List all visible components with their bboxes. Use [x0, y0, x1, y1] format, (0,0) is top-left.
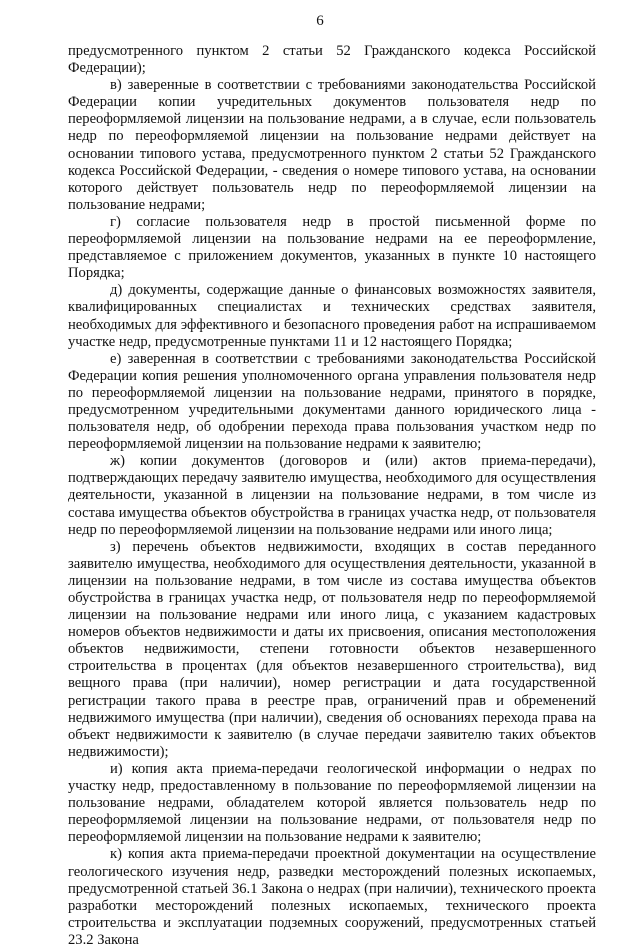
- page-number: 6: [316, 13, 324, 29]
- paragraph-k: к) копия акта приема-передачи проектной документации на осуществление геологического изучения недр, разведки месторождений полезных ископаемых, предусмотренной статьей 36.1 Закона о недрах (при наличии), технического проекта разработки месторождений полезных ископаемых, технического проекта строительства и эксплуатации подземных сооружений, предусмотренных статьей 23.2 Закона: [68, 846, 596, 948]
- paragraph-zh: ж) копии документов (договоров и (или) актов приема-передачи), подтверждающих передачу заявителю имущества, необходимого для осуществления деятельности, указанной в лицензии на пользование недрами, в том числе из состава имущества объектов обустройства в границах участка недр, от пользователя недр по переоформляемой лицензии на пользование недрами или иного лица;: [68, 453, 596, 538]
- paragraph-d: д) документы, содержащие данные о финансовых возможностях заявителя, квалифицированных специалистах и технических средствах заявителя, необходимых для эффективного и безопасного проведения работ на испрашиваемом участке недр, предусмотренные пунктами 11 и 12 настоящего Порядка;: [68, 282, 596, 350]
- paragraph-e: е) заверенная в соответствии с требованиями законодательства Российской Федерации копия решения уполномоченного органа управления пользователя недр по переоформляемой лицензии на пользование недрами, принятого в порядке, предусмотренном учредительными документами данного юридического лица - пользователя недр, об одобрении перехода права пользования участком недр по переоформляемой лицензии на пользование недрами к заявителю;: [68, 350, 596, 453]
- paragraph-v: в) заверенные в соответствии с требованиями законодательства Российской Федерации копии учредительных документов пользователя недр по переоформляемой лицензии на пользование недрами, а в случае, если пользователь недр по переоформляемой лицензии на пользование недрами действует на основании типового устава, предусмотренного пунктом 2 статьи 52 Гражданского кодекса Российской Федерации, - сведения о номере типового устава, на основании которого действует пользователь недр по переоформляемой лицензии на пользование недрами;: [68, 77, 596, 213]
- paragraph-b-continuation: предусмотренного пунктом 2 статьи 52 Гражданского кодекса Российской Федерации);: [68, 43, 596, 77]
- paragraph-z: з) перечень объектов недвижимости, входящих в состав переданного заявителю имущества, необходимого для осуществления деятельности, указанной в лицензии на пользование недрами, в том числе из состава имущества объектов обустройства в границах участка недр, от пользователя недр по переоформляемой лицензии на пользование недрами или иного лица, с указанием кадастровых номеров объектов недвижимости и даты их присвоения, описания местоположения объектов недвижимости, степени готовности объектов незавершенного строительства в процентах (для объектов незавершенного строительства), вид вещного права (при наличии), номер регистрации и дата государственной регистрации такого права в реестре прав, ограничений прав и обременений недвижимого имущества (при наличии), сведения об основаниях перехода права на объект недвижимости к заявителю (в случае передачи заявителю таких объектов недвижимости);: [68, 538, 596, 760]
- paragraph-g: г) согласие пользователя недр в простой письменной форме по переоформляемой лицензии на пользование недрами на ее переоформление, представляемое с приложением документов, указанных в пункте 10 настоящего Порядка;: [68, 213, 596, 282]
- paragraph-i: и) копия акта приема-передачи геологической информации о недрах по участку недр, предоставленному в пользование по переоформляемой лицензии на пользование недрами, обладателем которой является пользователь недр по переоформляемой лицензии на пользование недрами, от пользователя недр по переоформляемой лицензии на пользование недрами к заявителю;: [68, 760, 596, 846]
- document-body: [68, 43, 596, 949]
